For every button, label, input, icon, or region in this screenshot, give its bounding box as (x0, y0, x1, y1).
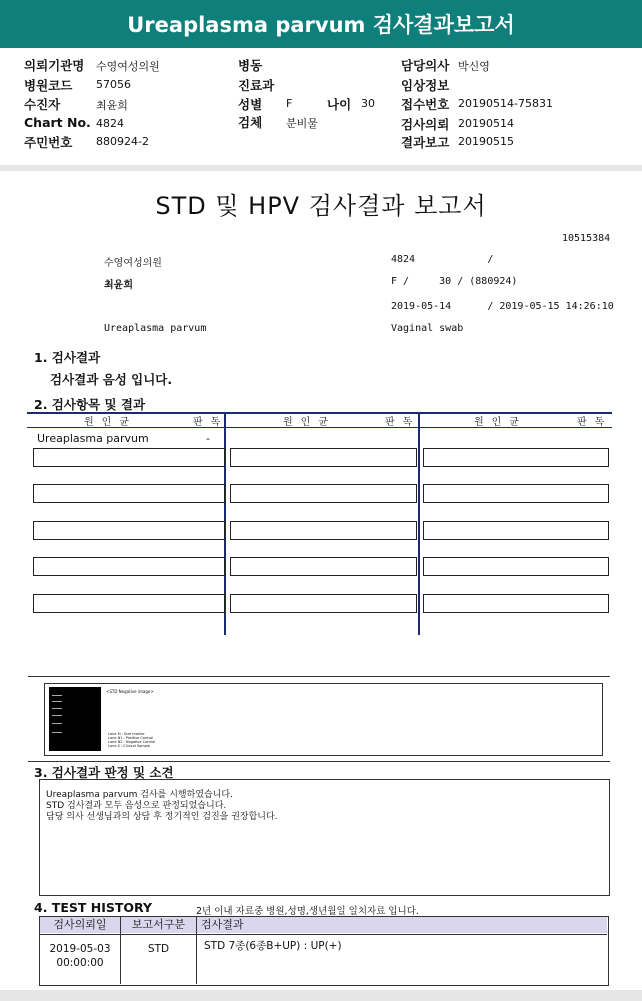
report-chart: 4824 / (391, 254, 494, 265)
chart-no-value: 4824 (96, 117, 124, 130)
gel-legend (108, 732, 155, 748)
report-test-name: Ureaplasma parvum (104, 323, 207, 334)
section-result-heading: 1. 검사결과 (34, 350, 101, 365)
sex-label: 성별 (238, 97, 263, 112)
result-cell (33, 484, 225, 503)
result-cell (33, 557, 225, 576)
hospital-code-value: 57056 (96, 78, 131, 91)
history-col-date: 검사의뢰일 (40, 917, 121, 933)
result-cell (423, 557, 609, 576)
report-date-value: 20190515 (458, 135, 514, 148)
section-items-heading: 2. 검사항목 및 결과 (34, 397, 146, 412)
section-history-heading: 4. TEST HISTORY (34, 900, 153, 915)
result-cell (33, 594, 225, 613)
history-note: 2년 이내 자료중 병원,성명,생년월일 일치자료 입니다. (196, 906, 419, 917)
institution-value: 수영여성의원 (96, 60, 160, 73)
age-value: 30 (361, 97, 375, 110)
report-patient: 최윤희 (104, 280, 133, 291)
report-clinic: 수영여성의원 (104, 258, 162, 269)
column-header-pathogen: 원인균 (84, 417, 137, 428)
clinical-info-label: 임상정보 (401, 78, 450, 93)
history-header-border (39, 934, 607, 935)
history-type: STD (147, 943, 170, 955)
history-col-result: 검사결과 (197, 917, 607, 933)
pathogen-name: Ureaplasma parvum (37, 432, 149, 445)
result-cell (230, 557, 417, 576)
report-dates: 2019-05-14 / 2019-05-15 14:26:10 (391, 301, 614, 312)
doctor-value: 박신영 (458, 60, 490, 73)
section-opinion-heading: 3. 검사결과 판정 및 소견 (34, 765, 174, 780)
result-cell (230, 484, 417, 503)
pathogen-result: - (206, 432, 210, 445)
hospital-code-label: 병원코드 (24, 78, 73, 93)
institution-label: 의뢰기관명 (24, 58, 85, 73)
column-header-judgement: 판독 (385, 417, 421, 428)
report-specimen: Vaginal swab (391, 323, 464, 334)
result-cell (33, 521, 225, 540)
specimen-label: 검체 (238, 115, 263, 130)
document-number: 10515384 (562, 233, 611, 244)
doctor-label: 담당의사 (401, 58, 450, 73)
header-divider (0, 165, 642, 171)
gel-photo (49, 687, 101, 751)
result-cell (423, 594, 609, 613)
specimen-value: 분비물 (286, 117, 318, 130)
result-cell (230, 521, 417, 540)
result-cell (423, 448, 609, 467)
report-date-label: 결과보고 (401, 135, 450, 150)
history-col-type: 보고서구분 (121, 917, 197, 933)
history-col-divider (196, 917, 197, 984)
request-date-value: 20190514 (458, 117, 514, 130)
column-header-judgement: 판독 (577, 417, 613, 428)
history-date: 2019-05-03 (49, 943, 111, 955)
receipt-no-label: 접수번호 (401, 97, 450, 112)
gel-legend-item: Lane M : Size marker (108, 732, 145, 736)
result-cell (33, 448, 225, 467)
report-title-bar: Ureaplasma parvum 검사결과보고서 (0, 0, 642, 48)
column-header-pathogen: 원인균 (283, 417, 336, 428)
opinion-line: STD 검사결과 모두 음성으로 판정되었습니다. (46, 801, 227, 811)
report-title: STD 및 HPV 검사결과 보고서 (155, 192, 487, 220)
receipt-no-value: 20190514-75831 (458, 97, 553, 110)
rrn-value: 880924-2 (96, 135, 149, 148)
age-label: 나이 (327, 97, 352, 112)
footer-band (0, 990, 642, 1001)
result-cell (423, 484, 609, 503)
gel-legend-item: Lane S : Clinical Sample (108, 744, 151, 748)
result-cell (230, 594, 417, 613)
gel-legend-item: Lane N2 : Negative Control (108, 740, 156, 744)
ward-label: 병동 (238, 58, 263, 73)
result-cell (423, 521, 609, 540)
dept-label: 진료과 (238, 78, 275, 93)
patient-value: 최윤희 (96, 99, 128, 112)
opinion-line: Ureaplasma parvum 검사를 시행하였습니다. (46, 790, 233, 800)
gel-legend-item: Lane N1 : Positive Control (108, 736, 154, 740)
request-date-label: 검사의뢰 (401, 117, 450, 132)
patient-label: 수진자 (24, 97, 61, 112)
column-header-judgement: 판독 (193, 417, 229, 428)
report-sex-age: F / 30 / (880924) (391, 276, 518, 287)
history-result: STD 7종(6종B+UP) : UP(+) (204, 940, 342, 952)
chart-no-label: Chart No. (24, 115, 91, 130)
opinion-line: 담당 의사 선생님과의 상담 후 정기적인 검진을 권장합니다. (46, 812, 278, 822)
results-table-divider (418, 412, 420, 635)
sex-value: F (286, 97, 293, 110)
column-header-pathogen: 원인균 (474, 417, 527, 428)
rrn-label: 주민번호 (24, 135, 73, 150)
history-time: 00:00:00 (56, 957, 104, 969)
result-cell (230, 448, 417, 467)
gel-image-caption: <STD Negative image> (106, 689, 154, 694)
result-summary: 검사결과 음성 입니다. (50, 372, 173, 387)
